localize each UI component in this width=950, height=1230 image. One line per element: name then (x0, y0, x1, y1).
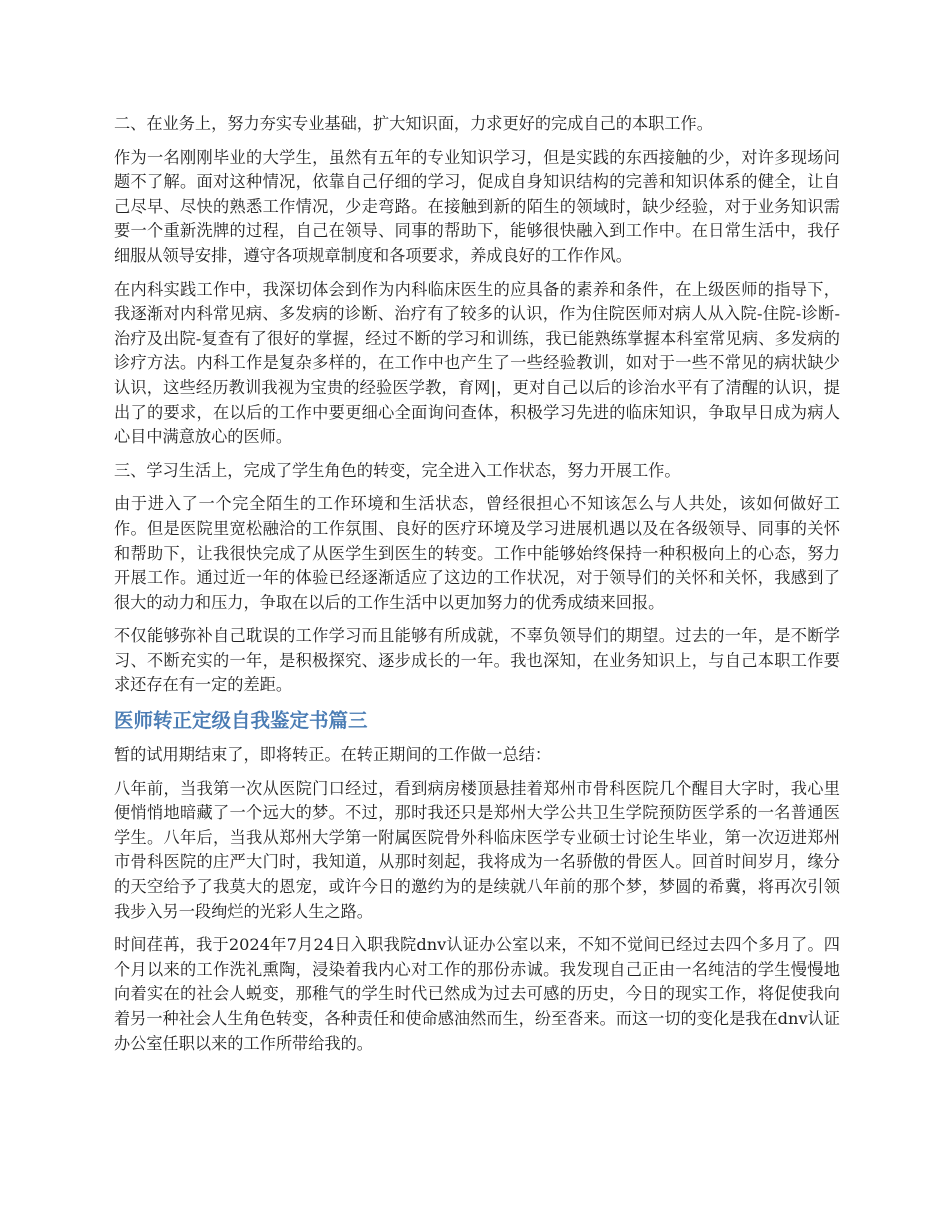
paragraph-new-environment: 由于进入了一个完全陌生的工作环境和生活状态，曾经很担心不知该怎么与人共处，该如何做好工作。但是医院里宽松融洽的工作氛围、良好的医疗环境及学习进展机遇以及在各级领导、同事的关怀和帮助下，让我很快完成了从医学生到医生的转变。工作中能够始终保持一种积极向上的心态，努力开展工作。通过近一年的体验已经逐渐适应了这边的工作状况，对于领导们的关怀和关怀，我感到了很大的动力和压力，争取在以后的工作生活中以更加努力的优秀成绩来回报。 (114, 494, 840, 612)
paragraph-business-heading: 二、在业务上，努力夯实专业基础，扩大知识面，力求更好的完成自己的本职工作。 (114, 114, 713, 133)
paragraph-internal-medicine: 在内科实践工作中，我深切体会到作为内科临床医生的应具备的素养和条件，在上级医师的指导下，我逐渐对内科常见病、多发病的诊断、治疗有了较多的认识，作为住院医师对病人从入院-住院-诊断-治疗及出院-复查有了很好的掌握，经过不断的学习和训练，我已能熟练掌握本科室常见病、多发病的诊疗方法。内科工作是复杂多样的，在工作中也产生了一些经验教训，如对于一些不常见的病状缺少认识，这些经历教训我视为宝贵的经验医学教，育网|，更对自己以后的诊治水平有了清醒的认识，提出了的要求，在以后的工作中要更细心全面询问查体，积极学习先进的临床知识，争取早日成为病人心目中满意放心的医师。 (114, 279, 840, 447)
document-page (114, 112, 840, 1065)
paragraph-probation-intro: 暂的试用期结束了，即将转正。在转正期间的工作做一总结： (114, 745, 552, 765)
paragraph-past-year: 不仅能够弥补自己耽误的工作学习而且能够有所成就，不辜负领导们的期望。过去的一年，是不断学习、不断充实的一年，是积极探究、逐步成长的一年。我也深知，在业务知识上，与自己本职工作要求还存在有一定的差距。 (114, 626, 840, 695)
paragraph-eight-years-ago: 八年前，当我第一次从医院门口经过，看到病房楼顶悬挂着郑州市骨科医院几个醒目大字时，我心里便悄悄地暗藏了一个远大的梦。不过，那时我还只是郑州大学公共卫生学院预防医学系的一名普通医学生。八年后，当我从郑州大学第一附属医院骨外科临床医学专业硕士讨论生毕业，第一次迈进郑州市骨科医院的庄严大门时，我知道，从那时刻起，我将成为一名骄傲的骨医人。回首时间岁月，缘分的天空给予了我莫大的恩宠，或许今日的邀约为的是续就八年前的那个梦，梦圆的希冀，将再次引领我步入另一段绚烂的光彩人生之路。 (114, 778, 840, 921)
paragraph-graduate-experience: 作为一名刚刚毕业的大学生，虽然有五年的专业知识学习，但是实践的东西接触的少，对许多现场问题不了解。面对这种情况，依靠自己仔细的学习，促成自身知识结构的完善和知识体系的健全，让自己尽早、尽快的熟悉工作情况，少走弯路。在接触到新的陌生的领域时，缺少经验，对于业务知识需要一个重新洗牌的过程，自己在领导、同事的帮助下，能够很快融入到工作中。在日常生活中，我仔细服从领导安排，遵守各项规章制度和各项要求，养成良好的工作作风。 (114, 147, 840, 265)
section-heading: 医师转正定级自我鉴定书篇三 (114, 709, 368, 733)
paragraph-study-life-heading: 三、学习生活上，完成了学生角色的转变，完全进入工作状态，努力开展工作。 (114, 460, 681, 480)
paragraph-time-flies: 时间荏苒，我于2024年7月24日入职我院dnv认证办公室以来，不知不觉间已经过去四个多月了。四个月以来的工作洗礼熏陶，浸染着我内心对工作的那份赤诚。我发现自己正由一名纯洁的学生慢慢地向着实在的社会人蜕变，那稚气的学生时代已然成为过去可感的历史，今日的现实工作，将促使我向着另一种社会人生角色转变，各种责任和使命感油然而生，纷至沓来。而这一切的变化是我在dnv认证办公室任职以来的工作所带给我的。 (114, 935, 840, 1053)
